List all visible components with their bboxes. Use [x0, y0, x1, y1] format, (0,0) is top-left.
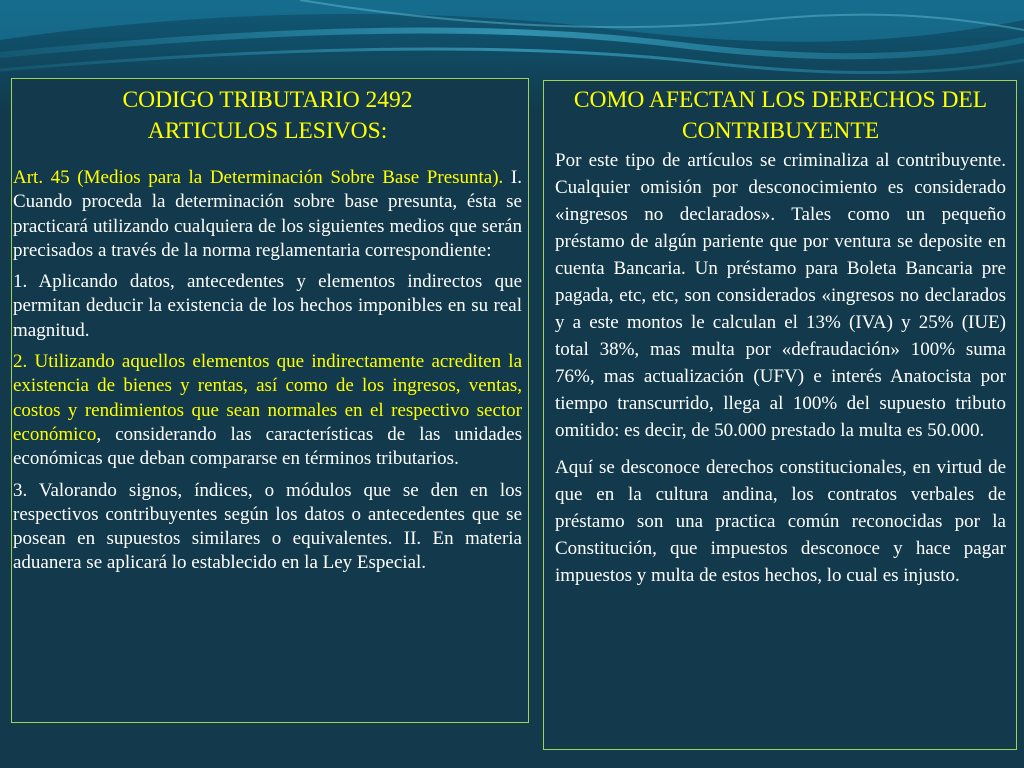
article-45-text: I. Cuando proceda la determinación sobre base presunta, ésta se practicará utilizando cualquiera de los siguientes medios que serán precisados a través de la norma reglamentaria correspondiente: — [13, 167, 522, 261]
left-body — [13, 166, 522, 576]
means-3-paragraph: 3. Valorando signos, índices, o módulos que se den en los respectivos contribuyentes según los datos o antecedentes que se posean en supuestos similares o equivalentes. II. En materia aduanera se aplicará lo establecido en la Ley Especial. — [13, 479, 522, 574]
article-45-paragraph — [13, 166, 522, 263]
means-2-paragraph — [13, 350, 522, 471]
constitutional-rights-paragraph: Aquí se desconoce derechos constitucionales, en virtud de que en la cultura andina, los contratos verbales de préstamo son una practica común reconocidas por la Constitución, que impuestos desconoce y hace pagar impuestos y multa de estos hechos, lo cual es injusto. — [555, 457, 1006, 586]
article-45-heading: Art. 45 (Medios para la Determinación Sobre Base Presunta). — [13, 167, 504, 188]
left-title-line1: CODIGO TRIBUTARIO 2492 — [122, 87, 413, 113]
means-2-highlight: 2. Utilizando aquellos elementos que indirectamente acrediten la existencia de bienes y rentas, así como de los ingresos, ventas, costos y rendimientos que sean normales en el respectivo sector económico — [13, 351, 522, 445]
criminalization-paragraph: Por este tipo de artículos se criminaliza al contribuyente. Cualquier omisión por desconocimiento es considerado «ingresos no declarados». Tales como un pequeño préstamo de algún pariente que por ventura se deposite en cuenta Bancaria. Un préstamo para Boleta Bancaria pre pagada, etc, etc, son considerados «ingresos no declarados y a este montos le calculan el 13% (IVA) y 25% (IUE) total 38%, mas multa por «defraudación» 100% suma 76%, mas actualización (UFV) e interés Anatocista por tiempo transcurrido, llega al 100% del supuesto tributo omitido: es decir, de 50.000 prestado la multa es 50.000. — [555, 150, 1006, 441]
means-1-paragraph: 1. Aplicando datos, antecedentes y elementos indirectos que permitan deducir la existencia de los hechos imponibles en su real magnitud. — [13, 271, 522, 341]
left-title-line2: ARTICULOS LESIVOS: — [147, 118, 388, 144]
means-2-text: , considerando las características de las unidades económicas que deban compararse en términos tributarios. — [13, 423, 522, 470]
right-title: COMO AFECTAN LOS DERECHOS DEL CONTRIBUYENTE — [573, 87, 988, 144]
right-panel-rights-impact — [543, 80, 1017, 750]
left-panel-tax-code — [11, 78, 529, 723]
